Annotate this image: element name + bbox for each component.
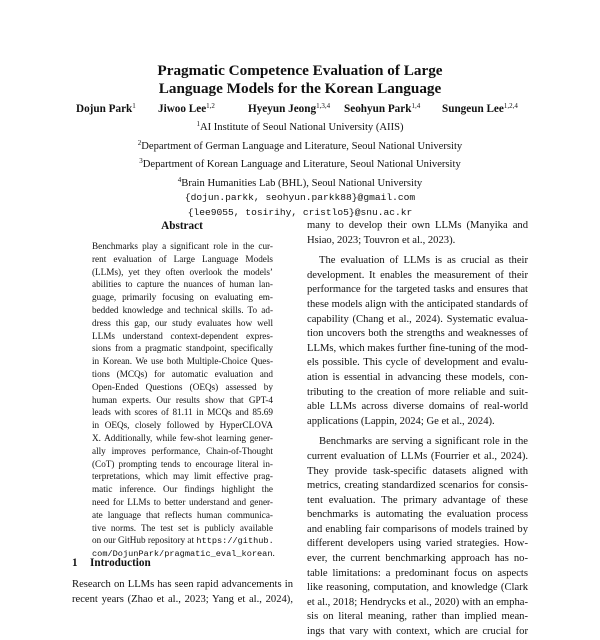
abstract-line: tions (MCQs) for automatic evaluation and [92,368,273,379]
paragraph-line: these models align with the anticipated standards of [307,298,528,310]
affiliation-3 [0,154,600,173]
abstract-line: ate language that reflects human communica- [92,509,273,520]
section-number: 1 [72,557,78,569]
abstract-line: ally improves performance, Chain-of-Thought [92,445,273,456]
abstract-line: need for LLMs to better understand and gener- [92,496,273,507]
paragraph-line: different developers using varied strategies. How- [307,538,528,550]
paragraph-line: ation is essential in advancing these models, con- [307,371,528,383]
author-affil-marker: 1,2,4 [503,102,518,110]
abstract-line: dress this gap, our study evaluates how well [92,317,273,328]
abstract-line-with-url [92,534,273,547]
abstract-line: leads with scores of 81.11 in MCQs and 85.69 [92,407,273,418]
author-name: Sungeun Lee [442,103,504,115]
abstract-line: (CoT) prompting tends to encourage literal in- [92,458,273,469]
abstract-body [92,240,273,560]
abstract-line: human experts. Our results show that GPT-4 [92,394,273,405]
abstract-heading: Abstract [161,220,203,232]
paragraph-line: current evaluation of LLMs (Fourrier et al., 2024). [307,450,528,462]
abstract-line: sions from a pragmatic standpoint, specifically [92,343,273,354]
right-column [307,219,528,640]
right-col-line: Hsiao, 2023; Touvron et al., 2023). [307,234,456,246]
abstract-line: rent evaluation of Large Language Models [92,253,273,264]
abstract-line: Benchmarks play a significant role in the cur- [92,241,273,251]
affil-text: Department of German Language and Literature, Seoul National University [141,140,463,152]
author-3 [248,100,330,116]
affil-marker: 4 [177,175,182,184]
paragraph-line: able LLMs across diverse domains of real-world [307,401,528,413]
author-2 [158,100,215,116]
paragraph-line: sis on literal meaning, rather than implied mean- [307,611,528,623]
title-line-2: Language Models for the Korean Language [158,79,442,97]
paragraph-line: ever, the current benchmarking approach has no- [307,553,528,565]
affiliation-block [0,117,600,221]
paragraph-line: els possible. This cycle of development and evalu- [307,357,528,369]
abstract-end-period: . [272,548,275,559]
paragraph-line: LLMs, which makes further fine-tuning of the mod- [307,342,528,354]
abstract-line: X. Additionally, while few-shot learning gener- [92,432,273,443]
abstract-line: (LLMs), yet they often overlook the models’ [92,266,273,277]
paragraph-line: table limitations: a predominant focus on aspects [307,567,528,579]
author-name: Hyeyun Jeong [248,103,317,115]
author-name: Jiwoo Lee [158,103,207,115]
author-affil-marker: 1 [132,102,136,110]
abstract-line: tive norms. The test set is publicly available [92,522,273,533]
paragraph-line: tent evaluation. The primary advantage of these [307,494,528,506]
paragraph-line: ings that vary with context, which are crucial for [307,626,528,638]
affil-text: Brain Humanities Lab (BHL), Seoul National University [181,177,423,189]
author-name: Dojun Park [76,103,133,115]
affiliation-4 [0,173,600,192]
affiliation-2 [0,136,600,155]
paragraph-line: tributing to the creation of more reliable and suit- [307,386,528,398]
paragraph-line: performance for the targeted tasks and ensures that [307,284,528,296]
abstract-line: guage, primarily focusing on evaluating em- [92,292,273,303]
affil-text: Department of Korean Language and Literature, Seoul National University [142,159,461,171]
abstract-line: Open-Ended Questions (OEQs) assessed by [92,381,273,392]
github-link-part-1[interactable]: https://github. [196,536,274,547]
paragraph-line: like reasoning, computation, and knowledge (Clark [307,582,528,594]
affiliation-1 [0,117,600,136]
affil-text: AI Institute of Seoul National University (AIIS) [199,122,404,133]
affil-marker: 1 [196,120,200,128]
paragraph-line: tion uncovers both the strengths and weaknesses of [307,328,528,340]
author-name: Seohyun Park [344,103,412,115]
paragraph-line: The evaluation of LLMs is as crucial as their [319,255,528,267]
intro-line: Research on LLMs has seen rapid advancements in [72,579,293,590]
abstract-line: terpretations, which may limit effective prag- [92,471,273,482]
abstract-line: LLMs understand context-dependent expres- [92,330,273,341]
affil-marker: 3 [139,157,143,166]
author-5 [442,100,518,116]
paragraph-line: et al., 2018; Hendrycks et al., 2020) with an empha- [307,596,528,608]
author-affil-marker: 1,3,4 [316,102,331,110]
paragraph-line: They provide task-specific datasets aligned with [307,465,528,477]
author-affil-marker: 1,2 [206,102,215,110]
section-heading-introduction [72,557,151,569]
paragraph-line: applications (Lappin, 2024; Ge et al., 2024). [307,415,495,427]
paper-title [0,62,600,97]
paragraph-line: development. It enables the measurement of their [307,269,528,281]
author-affil-marker: 1,4 [411,102,421,110]
paragraph-line: Benchmarks are serving a significant role in the [319,436,528,448]
abstract-line: on our GitHub repository at [92,535,195,546]
author-4 [344,100,420,116]
github-link-part-2[interactable]: com/DojunPark/pragmatic_eval_korean [92,549,273,560]
right-col-line: many to develop their own LLMs (Manyika and [307,220,528,231]
paragraph-line: and enabling fair comparisons of models trained by [307,523,528,535]
abstract-line: matic inference. Our findings highlight the [92,484,273,495]
abstract-line: in Korean. We use both Multiple-Choice Ques- [92,356,273,367]
paragraph-line: capability (Chang et al., 2024). Systematic evalua- [307,313,528,325]
abstract-line: bedded knowledge and technical skills. To ad- [92,304,273,315]
abstract-line: abilities to capture the nuances of human lan- [92,279,273,290]
author-1 [76,100,136,116]
title-line-1: Pragmatic Competence Evaluation of Large [157,62,443,79]
affil-marker: 2 [137,138,142,147]
email-line-1[interactable]: {dojun.parkk, seohyun.parkk88}@gmail.com [184,192,416,204]
paragraph-evaluation [307,254,528,429]
intro-line: recent years (Zhao et al., 2023; Yang et al., 2024), [72,593,293,605]
section-title: Introduction [90,557,151,569]
paragraph-line: metrics, creating standardized scenarios for consis- [307,480,528,492]
paragraph-benchmarks [307,435,528,639]
abstract-line: in OEQs, closely followed by HyperCLOVA [92,420,273,431]
introduction-body [72,578,293,607]
paragraph-line: benchmarks is automating the evaluation process [307,509,528,521]
email-line-2[interactable]: {lee9055, tosirihy, cristlo5}@snu.ac.kr [187,206,413,218]
